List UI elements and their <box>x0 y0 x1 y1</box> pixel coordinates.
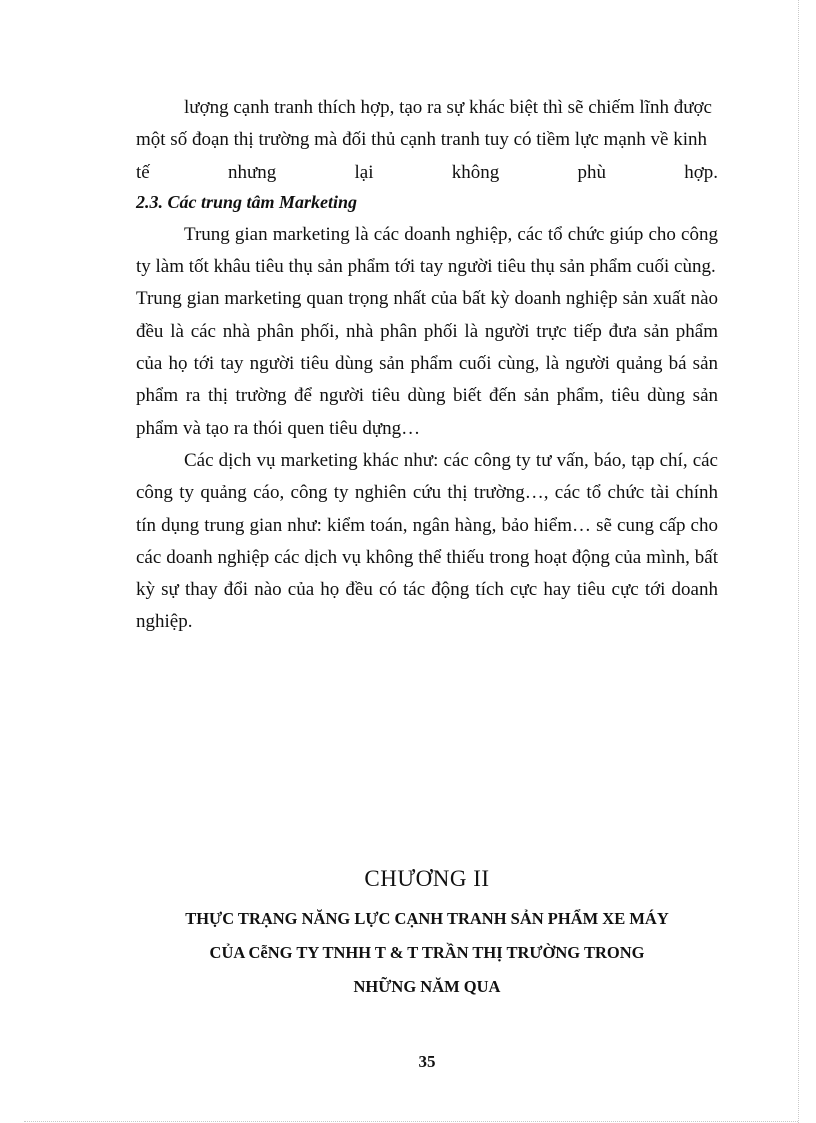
paragraph-continuation-line-2: một số đoạn thị trường mà đối thủ cạnh tranh tuy có tiềm lực mạnh về kinh <box>136 129 707 151</box>
chapter-subtitle-line-2: CỦA CễNG TY TNHH T & T TRẦN THỊ TRƯỜNG TRONG <box>209 943 645 962</box>
chapter-subtitle-line-3: NHỮNG NĂM QUA <box>353 977 501 996</box>
chapter-subtitle-line-1: THỰC TRẠNG NĂNG LỰC CẠNH TRANH SẢN PHẨM XE MÁY <box>185 909 669 928</box>
paragraph-intermediaries: Trung gian marketing là các doanh nghiệp, các tổ chức giúp cho công ty làm tốt khâu tiêu thụ sản phẩm tới tay người tiêu thụ sản phẩm cuối cùng. <box>136 223 718 278</box>
chapter-header <box>136 862 718 1004</box>
paragraph-continuation-line-3: tế nhưng lại không phù hợp. <box>136 161 718 183</box>
paragraph-distributors: Trung gian marketing quan trọng nhất của bất kỳ doanh nghiệp sản xuất nào đều là các nhà phân phối, nhà phân phối là người trực tiếp đưa sản phẩm của họ tới tay người tiêu dùng sản phẩm cuối cùng, là người quảng bá sản phẩm ra thị trường để người tiêu dùng biết đến sản phẩm, tiêu dùng sản phẩm và tạo ra thói quen tiêu dựng… <box>136 288 718 439</box>
page-number: 35 <box>418 1052 436 1071</box>
page-border-right <box>798 0 799 1123</box>
chapter-title: CHƯƠNG II <box>364 866 490 891</box>
page-border-bottom <box>24 1121 798 1122</box>
paragraph-marketing-services: Các dịch vụ marketing khác như: các công ty tư vấn, báo, tạp chí, các công ty quảng cáo, công ty nghiên cứu thị trường…, các tổ chức tài chính tín dụng trung gian như: kiểm toán, ngân hàng, bảo hiểm… sẽ cung cấp cho các doanh nghiệp các dịch vụ không thể thiếu trong hoạt động của mình, bất kỳ sự thay đổi nào của họ đều có tác động tích cực hay tiêu cực tới doanh nghiệp. <box>136 449 718 633</box>
body-text <box>136 92 718 639</box>
section-heading: 2.3. Các trung tâm Marketing <box>136 191 358 212</box>
paragraph-continuation-line-1: lượng cạnh tranh thích hợp, tạo ra sự khác biệt thì sẽ chiếm lĩnh được <box>184 97 712 118</box>
